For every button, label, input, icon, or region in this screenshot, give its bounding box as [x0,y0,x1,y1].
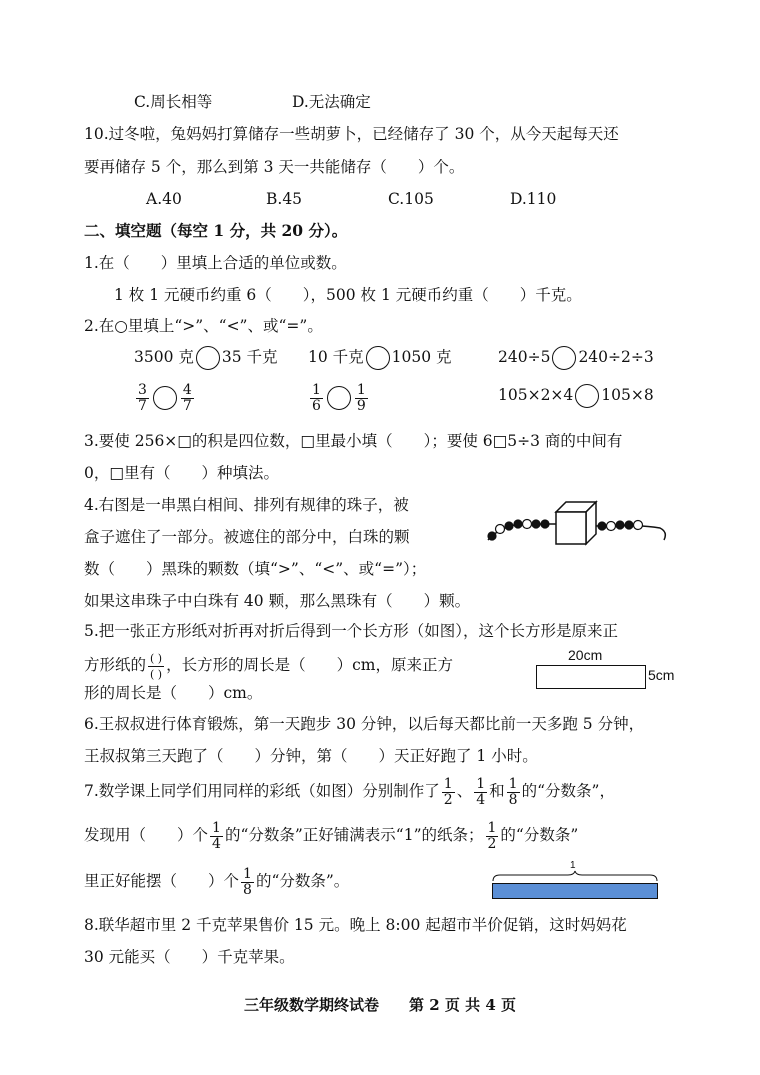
color-strip [492,883,658,899]
f2-row2-b [308,380,370,414]
fraction: $\frac{1}{6}$ [312,381,321,414]
compare-circle[interactable] [552,346,576,370]
f2-row1-c-left: 240÷5 [498,348,551,366]
fraction: $\frac{1}{8}$ [243,865,252,898]
f2-row2-c [498,384,654,408]
f7-line-2 [84,818,578,852]
compare-circle[interactable] [366,346,390,370]
f5-line-2a: 方形纸的 [84,656,147,674]
strip-label: 1 [570,860,576,871]
beads-figure [484,496,674,556]
page-footer: 三年级数学期终试卷 第 2 页 共 4 页 [244,996,516,1014]
f2-row1-c-right: 240÷2÷3 [578,348,654,366]
rect-height-label: 5cm [648,667,675,683]
f2-row1-b-left: 10 千克 [308,348,364,366]
f4-line-4: 如果这串珠子中白珠有 40 颗，那么黑珠有（ ）颗。 [84,592,471,610]
f5-line-1: 5.把一张正方形纸对折再对折后得到一个长方形（如图），这个长方形是原来正 [84,622,619,640]
q10-option-c: C.105 [388,190,434,208]
compare-circle[interactable] [196,346,220,370]
fraction-blank[interactable]: $\frac{( )}{( )}$ [150,651,163,681]
fraction: $\frac{1}{9}$ [356,381,366,414]
f4-line-3: 数（ ）黑珠的颗数（填“>”、“<”、或“=”）； [84,560,427,578]
fraction: $\frac{1}{4}$ [212,819,221,852]
f7-line-3 [84,864,349,898]
f2-row2-c-left: 105×2×4 [498,386,574,404]
f5-line-2 [84,648,453,682]
q10-line-1: 10.过冬啦，兔妈妈打算储存一些胡萝卜，已经储存了 30 个，从今天起每天还 [84,125,619,143]
q10-line-2: 要再储存 5 个，那么到第 3 天一共能储存（ ）个。 [84,158,465,176]
f2-row2-a [134,380,196,414]
fraction: $\frac{4}{7}$ [182,381,192,414]
f2-row1-a-right: 35 千克 [221,348,278,366]
f5-line-2b: ，长方形的周长是（ ）cm，原来正方 [166,656,453,674]
q9-option-d: D.无法确定 [292,93,371,111]
f3-line-2: 0，□里有（ ）种填法。 [84,464,280,482]
f4-line-1: 4.右图是一串黑白相间、排列有规律的珠子，被 [84,496,409,514]
f7-text: 发现用（ ）个 [84,826,209,844]
q9-option-c: C.周长相等 [134,93,213,111]
f1-line-1: 1.在（ ）里填上合适的单位或数。 [84,254,347,272]
f3-line-1: 3.要使 256×□的积是四位数，□里最小填（ ）；要使 6□5÷3 商的中间有 [84,432,623,450]
f6-line-2: 王叔叔第三天跑了（ ）分钟，第（ ）天正好跑了 1 小时。 [84,747,538,765]
q10-option-b: B.45 [266,190,303,208]
f1-line-2: 1 枚 1 元硬币约重 6（ ），500 枚 1 元硬币约重（ ）千克。 [114,286,582,304]
f2-row2-c-right: 105×8 [601,386,654,404]
f2-row1-b-right: 1050 克 [391,348,452,366]
compare-circle[interactable] [327,386,351,410]
rectangle-figure [536,647,686,693]
section-title: 二、填空题（每空 1 分，共 20 分）。 [84,221,348,240]
box-icon [556,502,596,544]
f2-row1-a-left: 3500 克 [134,348,194,366]
compare-circle[interactable] [575,384,599,408]
f7-text: 里正好能摆（ ）个 [84,872,240,890]
q10-option-a: A.40 [146,190,182,208]
f7-separator: 和 [489,782,505,800]
q10-option-d: D.110 [510,190,557,208]
fraction: $\frac{1}{4}$ [476,775,486,808]
fraction: $\frac{3}{7}$ [138,381,147,414]
f8-line-1: 8.联华超市里 2 千克苹果售价 15 元。晚上 8:00 起超市半价促销，这时妈妈花 [84,916,627,934]
rectangle [536,665,646,689]
f2-row1-b [308,346,452,370]
f7-text: 的“分数条”正好铺满表示“1”的纸条； [224,826,484,844]
fraction: $\frac{1}{2}$ [487,819,497,852]
f7-line-1 [84,774,615,808]
f7-text: 的“分数条”， [521,782,615,800]
fraction: $\frac{1}{2}$ [443,775,453,808]
f2-row1-c [498,346,654,370]
f7-text: 的“分数条” [500,826,579,844]
f4-line-2: 盒子遮住了一部分。被遮住的部分中，白珠的颗 [84,528,410,546]
rect-width-label: 20cm [568,647,603,663]
brace [492,870,658,882]
f7-text: 7.数学课上同学们用同样的彩纸（如图）分别制作了 [84,782,440,800]
f2-line-1: 2.在○里填上“>”、“<”、或“=”。 [84,317,323,335]
f2-row1-a [134,346,278,370]
compare-circle[interactable] [153,386,177,410]
f7-separator: 、 [456,782,473,800]
fraction: $\frac{1}{8}$ [508,775,518,808]
f6-line-1: 6.王叔叔进行体育锻炼，第一天跑步 30 分钟，以后每天都比前一天多跑 5 分钟， [84,715,645,733]
paper-strip-figure [492,862,658,900]
f5-line-3: 形的周长是（ ）cm。 [84,684,263,702]
f7-text: 的“分数条”。 [255,872,350,890]
f8-line-2: 30 元能买（ ）千克苹果。 [84,948,295,966]
